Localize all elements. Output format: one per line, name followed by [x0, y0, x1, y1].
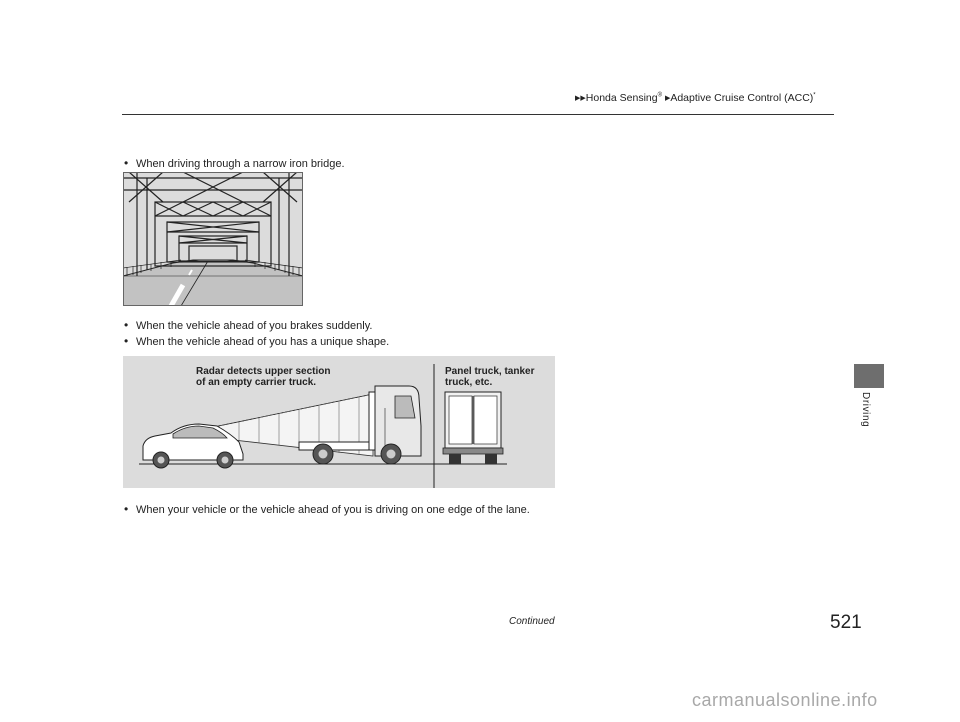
iron-bridge-illustration — [123, 172, 303, 306]
bullet-item — [124, 156, 345, 170]
continued-label: Continued — [509, 616, 555, 627]
panel-truck-caption — [445, 366, 534, 388]
section-tab-label: Driving — [860, 392, 871, 428]
bullet-item — [124, 502, 530, 516]
radar-caption-line: Radar detects upper section — [196, 366, 331, 377]
breadcrumb-arrow-icon: ▶▶ — [575, 95, 586, 102]
registered-mark: ® — [657, 92, 663, 99]
radar-caption-line: of an empty carrier truck. — [196, 377, 317, 388]
bullet-text: When the vehicle ahead of you brakes suddenly. — [136, 320, 373, 332]
bullet-item — [124, 318, 372, 332]
header-rule — [122, 114, 834, 115]
breadcrumb-arrow-icon: ▶ — [664, 95, 671, 102]
bullet-text: When the vehicle ahead of you has a unique shape. — [136, 336, 390, 348]
bullet-icon: • — [124, 334, 129, 348]
bullet-icon: • — [124, 156, 129, 170]
page-number: 521 — [830, 612, 862, 633]
bullet-icon: • — [124, 318, 129, 332]
bullet-text: When driving through a narrow iron bridge. — [136, 158, 345, 170]
section-tab[interactable] — [854, 364, 884, 388]
breadcrumb — [575, 92, 816, 104]
bullet-icon: • — [124, 502, 129, 516]
panel-truck-caption-line: truck, etc. — [445, 377, 493, 388]
asterisk-mark: * — [813, 92, 816, 99]
breadcrumb-section: Honda Sensing — [585, 92, 658, 104]
panel-truck-caption-line: Panel truck, tanker — [445, 366, 535, 377]
bullet-item — [124, 334, 389, 348]
bullet-text: When your vehicle or the vehicle ahead of you is driving on one edge of the lane. — [136, 504, 530, 516]
radar-caption — [196, 366, 330, 388]
watermark: carmanualsonline.info — [692, 690, 878, 710]
breadcrumb-topic: Adaptive Cruise Control (ACC) — [670, 92, 814, 104]
